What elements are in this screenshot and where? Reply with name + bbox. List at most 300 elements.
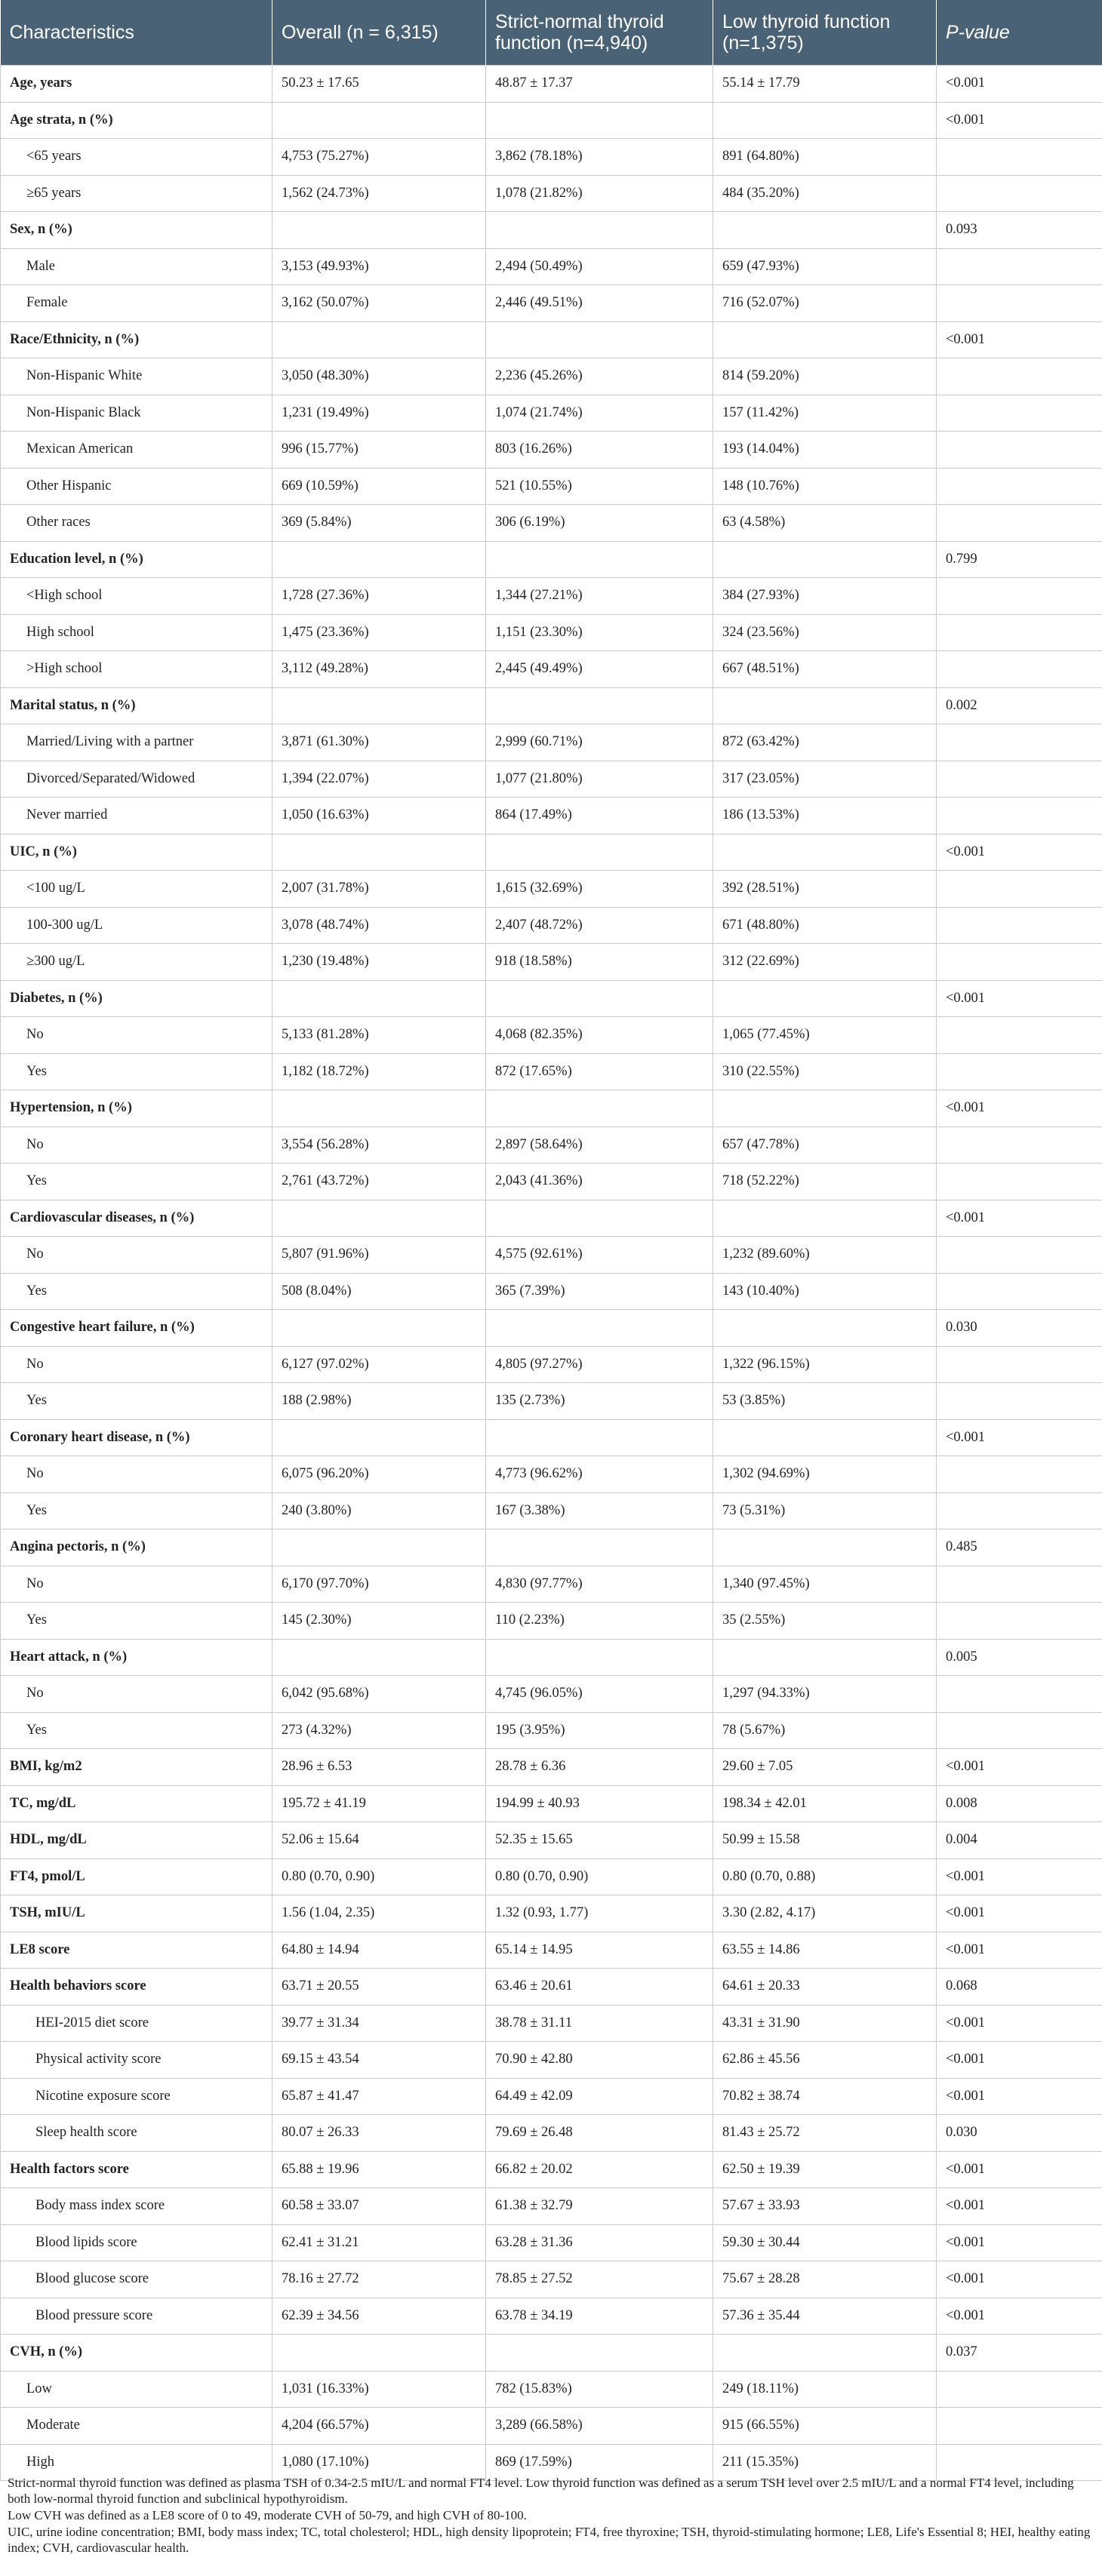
strict-normal-cell xyxy=(486,321,713,358)
overall-cell: 50.23 ± 17.65 xyxy=(272,66,486,103)
p-value-cell xyxy=(937,505,1102,542)
row-label: No xyxy=(1,1676,272,1713)
strict-normal-cell: 782 (15.83%) xyxy=(486,2371,713,2408)
low-thyroid-cell: 64.61 ± 20.33 xyxy=(713,1969,937,2006)
overall-cell: 62.39 ± 34.56 xyxy=(272,2298,486,2335)
p-value-cell xyxy=(937,358,1102,395)
p-value-cell xyxy=(937,1712,1102,1749)
low-thyroid-cell: 657 (47.78%) xyxy=(713,1127,937,1164)
low-thyroid-cell xyxy=(713,1200,937,1237)
strict-normal-cell: 4,068 (82.35%) xyxy=(486,1017,713,1054)
low-thyroid-cell: 63.55 ± 14.86 xyxy=(713,1932,937,1969)
strict-normal-cell: 306 (6.19%) xyxy=(486,505,713,542)
strict-normal-cell xyxy=(486,1200,713,1237)
p-value-cell: <0.001 xyxy=(937,66,1102,103)
row-label: Other races xyxy=(1,505,272,542)
low-thyroid-cell xyxy=(713,1639,937,1676)
table-row xyxy=(1,1419,1102,1456)
p-value-cell xyxy=(937,1566,1102,1603)
strict-normal-cell: 1,078 (21.82%) xyxy=(486,175,713,212)
overall-cell: 64.80 ± 14.94 xyxy=(272,1932,486,1969)
table-row xyxy=(1,2371,1102,2408)
overall-cell xyxy=(272,834,486,871)
p-value-cell xyxy=(937,432,1102,469)
table-row xyxy=(1,1200,1102,1237)
overall-cell: 63.71 ± 20.55 xyxy=(272,1969,486,2006)
low-thyroid-cell: 0.80 (0.70, 0.88) xyxy=(713,1858,937,1895)
table-row xyxy=(1,1017,1102,1054)
strict-normal-cell: 63.78 ± 34.19 xyxy=(486,2298,713,2335)
overall-cell: 1,050 (16.63%) xyxy=(272,798,486,835)
row-label: Coronary heart disease, n (%) xyxy=(1,1419,272,1456)
p-value-label: P-value xyxy=(946,22,1010,43)
table-row xyxy=(1,1932,1102,1969)
overall-cell: 4,753 (75.27%) xyxy=(272,139,486,176)
row-label: Yes xyxy=(1,1383,272,1420)
row-label: Moderate xyxy=(1,2408,272,2445)
strict-normal-cell: 79.69 ± 26.48 xyxy=(486,2115,713,2152)
strict-normal-cell: 70.90 ± 42.80 xyxy=(486,2042,713,2079)
overall-cell: 3,078 (48.74%) xyxy=(272,907,486,944)
row-label: Other Hispanic xyxy=(1,468,272,505)
table-header-row xyxy=(1,0,1102,66)
row-label: Health factors score xyxy=(1,2151,272,2188)
table-row xyxy=(1,1639,1102,1676)
row-label: High xyxy=(1,2444,272,2481)
table-row xyxy=(1,798,1102,835)
low-thyroid-cell xyxy=(713,834,937,871)
strict-normal-cell: 167 (3.38%) xyxy=(486,1492,713,1529)
table-row xyxy=(1,980,1102,1017)
low-thyroid-cell: 198.34 ± 42.01 xyxy=(713,1785,937,1822)
strict-normal-cell: 63.28 ± 31.36 xyxy=(486,2224,713,2261)
table-footnotes xyxy=(8,2475,1094,2556)
overall-cell: 52.06 ± 15.64 xyxy=(272,1822,486,1859)
table-row xyxy=(1,1749,1102,1786)
row-label: ≥65 years xyxy=(1,175,272,212)
p-value-cell xyxy=(937,139,1102,176)
strict-normal-cell: 194.99 ± 40.93 xyxy=(486,1785,713,1822)
p-value-cell xyxy=(937,1273,1102,1310)
row-label: Hypertension, n (%) xyxy=(1,1090,272,1127)
row-label: <65 years xyxy=(1,139,272,176)
low-thyroid-cell: 35 (2.55%) xyxy=(713,1603,937,1640)
row-label: Nicotine exposure score xyxy=(1,2078,272,2115)
table-row xyxy=(1,212,1102,249)
table-row xyxy=(1,2005,1102,2042)
p-value-cell: <0.001 xyxy=(937,2042,1102,2079)
overall-cell: 240 (3.80%) xyxy=(272,1492,486,1529)
row-label: Blood glucose score xyxy=(1,2261,272,2298)
low-thyroid-cell: 78 (5.67%) xyxy=(713,1712,937,1749)
column-header-overall: Overall (n = 6,315) xyxy=(272,0,486,66)
row-label: 100-300 ug/L xyxy=(1,907,272,944)
row-label: Congestive heart failure, n (%) xyxy=(1,1310,272,1347)
strict-normal-cell: 2,445 (49.49%) xyxy=(486,651,713,688)
p-value-cell xyxy=(937,651,1102,688)
table-row xyxy=(1,1492,1102,1529)
low-thyroid-cell: 249 (18.11%) xyxy=(713,2371,937,2408)
row-label: Female xyxy=(1,285,272,322)
p-value-cell: 0.004 xyxy=(937,1822,1102,1859)
p-value-cell: <0.001 xyxy=(937,2078,1102,2115)
column-header-p-value xyxy=(937,0,1102,66)
p-value-cell: <0.001 xyxy=(937,1090,1102,1127)
strict-normal-cell: 2,407 (48.72%) xyxy=(486,907,713,944)
table-row xyxy=(1,1053,1102,1090)
p-value-cell: <0.001 xyxy=(937,321,1102,358)
strict-normal-cell: 2,236 (45.26%) xyxy=(486,358,713,395)
overall-cell xyxy=(272,1639,486,1676)
strict-normal-cell xyxy=(486,541,713,578)
row-label: Divorced/Separated/Widowed xyxy=(1,761,272,798)
p-value-cell xyxy=(937,798,1102,835)
overall-cell: 1,230 (19.48%) xyxy=(272,944,486,981)
overall-cell: 3,153 (49.93%) xyxy=(272,248,486,285)
strict-normal-cell: 803 (16.26%) xyxy=(486,432,713,469)
table-row xyxy=(1,687,1102,724)
row-label: No xyxy=(1,1127,272,1164)
overall-cell: 1.56 (1.04, 2.35) xyxy=(272,1895,486,1932)
p-value-cell xyxy=(937,578,1102,615)
table-row xyxy=(1,1273,1102,1310)
low-thyroid-cell xyxy=(713,1529,937,1566)
overall-cell xyxy=(272,687,486,724)
table-row xyxy=(1,175,1102,212)
low-thyroid-cell xyxy=(713,1310,937,1347)
strict-normal-cell xyxy=(486,2335,713,2372)
strict-normal-cell: 4,575 (92.61%) xyxy=(486,1237,713,1274)
strict-normal-cell xyxy=(486,1529,713,1566)
row-label: Education level, n (%) xyxy=(1,541,272,578)
row-label: No xyxy=(1,1346,272,1383)
strict-normal-cell: 63.46 ± 20.61 xyxy=(486,1969,713,2006)
p-value-cell: <0.001 xyxy=(937,834,1102,871)
table-row xyxy=(1,2408,1102,2445)
table-row xyxy=(1,2078,1102,2115)
row-label: Angina pectoris, n (%) xyxy=(1,1529,272,1566)
overall-cell xyxy=(272,2335,486,2372)
strict-normal-cell: 918 (18.58%) xyxy=(486,944,713,981)
p-value-cell xyxy=(937,1017,1102,1054)
table-row xyxy=(1,66,1102,103)
strict-normal-cell: 1,151 (23.30%) xyxy=(486,614,713,651)
p-value-cell: <0.001 xyxy=(937,1858,1102,1895)
overall-cell: 1,475 (23.36%) xyxy=(272,614,486,651)
low-thyroid-cell: 193 (14.04%) xyxy=(713,432,937,469)
table-row xyxy=(1,102,1102,139)
p-value-cell: <0.001 xyxy=(937,1895,1102,1932)
overall-cell: 1,231 (19.49%) xyxy=(272,395,486,432)
row-label: UIC, n (%) xyxy=(1,834,272,871)
row-label: HDL, mg/dL xyxy=(1,1822,272,1859)
low-thyroid-cell: 29.60 ± 7.05 xyxy=(713,1749,937,1786)
table-row xyxy=(1,395,1102,432)
strict-normal-cell: 872 (17.65%) xyxy=(486,1053,713,1090)
row-label: <100 ug/L xyxy=(1,871,272,908)
p-value-cell: <0.001 xyxy=(937,1200,1102,1237)
strict-normal-cell xyxy=(486,980,713,1017)
low-thyroid-cell: 814 (59.20%) xyxy=(713,358,937,395)
row-label: Yes xyxy=(1,1712,272,1749)
low-thyroid-cell xyxy=(713,1419,937,1456)
row-label: TSH, mIU/L xyxy=(1,1895,272,1932)
strict-normal-cell: 135 (2.73%) xyxy=(486,1383,713,1420)
strict-normal-cell xyxy=(486,102,713,139)
p-value-cell: 0.030 xyxy=(937,1310,1102,1347)
low-thyroid-cell: 73 (5.31%) xyxy=(713,1492,937,1529)
p-value-cell: 0.485 xyxy=(937,1529,1102,1566)
overall-cell xyxy=(272,212,486,249)
low-thyroid-cell: 3.30 (2.82, 4.17) xyxy=(713,1895,937,1932)
strict-normal-cell: 3,862 (78.18%) xyxy=(486,139,713,176)
footnote-definition: Strict-normal thyroid function was defined as plasma TSH of 0.34-2.5 mIU/L and normal FT4 level. Low thyroid function was defined as a serum TSH level over 2.5 mIU/L and a normal FT4 level, including both low-normal thyroid function and subclinical hypothyroidism. xyxy=(8,2476,1074,2506)
row-label: Male xyxy=(1,248,272,285)
p-value-cell xyxy=(937,944,1102,981)
p-value-cell: <0.001 xyxy=(937,2151,1102,2188)
table-row xyxy=(1,2261,1102,2298)
table-row xyxy=(1,1566,1102,1603)
row-label: Age, years xyxy=(1,66,272,103)
low-thyroid-cell: 1,340 (97.45%) xyxy=(713,1566,937,1603)
p-value-cell: <0.001 xyxy=(937,2298,1102,2335)
table-row xyxy=(1,834,1102,871)
overall-cell: 1,728 (27.36%) xyxy=(272,578,486,615)
low-thyroid-cell: 59.30 ± 30.44 xyxy=(713,2224,937,2261)
overall-cell: 1,182 (18.72%) xyxy=(272,1053,486,1090)
strict-normal-cell: 61.38 ± 32.79 xyxy=(486,2188,713,2225)
p-value-cell xyxy=(937,1346,1102,1383)
table-row xyxy=(1,2188,1102,2225)
row-label: Health behaviors score xyxy=(1,1969,272,2006)
overall-cell: 3,871 (61.30%) xyxy=(272,724,486,761)
overall-cell: 1,080 (17.10%) xyxy=(272,2444,486,2481)
table-row xyxy=(1,907,1102,944)
strict-normal-cell xyxy=(486,1090,713,1127)
row-label: Physical activity score xyxy=(1,2042,272,2079)
strict-normal-cell: 195 (3.95%) xyxy=(486,1712,713,1749)
low-thyroid-cell: 872 (63.42%) xyxy=(713,724,937,761)
overall-cell: 6,127 (97.02%) xyxy=(272,1346,486,1383)
strict-normal-cell: 52.35 ± 15.65 xyxy=(486,1822,713,1859)
row-label: CVH, n (%) xyxy=(1,2335,272,2372)
strict-normal-cell: 3,289 (66.58%) xyxy=(486,2408,713,2445)
p-value-cell xyxy=(937,1676,1102,1713)
table-row xyxy=(1,248,1102,285)
low-thyroid-cell: 211 (15.35%) xyxy=(713,2444,937,2481)
overall-cell: 0.80 (0.70, 0.90) xyxy=(272,1858,486,1895)
strict-normal-cell: 1,074 (21.74%) xyxy=(486,395,713,432)
table-body xyxy=(1,66,1102,2481)
table-row xyxy=(1,1676,1102,1713)
table-row xyxy=(1,1712,1102,1749)
table-row xyxy=(1,1164,1102,1200)
p-value-cell: 0.799 xyxy=(937,541,1102,578)
table-row xyxy=(1,1310,1102,1347)
p-value-cell xyxy=(937,468,1102,505)
p-value-cell xyxy=(937,1164,1102,1200)
row-label: Yes xyxy=(1,1273,272,1310)
table-row xyxy=(1,432,1102,469)
low-thyroid-cell: 50.99 ± 15.58 xyxy=(713,1822,937,1859)
strict-normal-cell: 521 (10.55%) xyxy=(486,468,713,505)
p-value-cell: <0.001 xyxy=(937,1932,1102,1969)
overall-cell: 3,112 (49.28%) xyxy=(272,651,486,688)
overall-cell: 3,162 (50.07%) xyxy=(272,285,486,322)
table-row xyxy=(1,139,1102,176)
overall-cell: 6,170 (97.70%) xyxy=(272,1566,486,1603)
low-thyroid-cell: 667 (48.51%) xyxy=(713,651,937,688)
table-row xyxy=(1,1383,1102,1420)
overall-cell: 39.77 ± 31.34 xyxy=(272,2005,486,2042)
p-value-cell xyxy=(937,1127,1102,1164)
row-label: Marital status, n (%) xyxy=(1,687,272,724)
low-thyroid-cell xyxy=(713,980,937,1017)
p-value-cell xyxy=(937,2408,1102,2445)
p-value-cell xyxy=(937,1456,1102,1493)
table-row xyxy=(1,505,1102,542)
p-value-cell xyxy=(937,907,1102,944)
row-label: Never married xyxy=(1,798,272,835)
overall-cell xyxy=(272,980,486,1017)
table-row xyxy=(1,1785,1102,1822)
low-thyroid-cell xyxy=(713,2335,937,2372)
row-label: Married/Living with a partner xyxy=(1,724,272,761)
low-thyroid-cell: 57.36 ± 35.44 xyxy=(713,2298,937,2335)
overall-cell xyxy=(272,321,486,358)
row-label: Yes xyxy=(1,1053,272,1090)
p-value-cell: <0.001 xyxy=(937,1749,1102,1786)
column-header-characteristics: Characteristics xyxy=(1,0,272,66)
p-value-cell: 0.005 xyxy=(937,1639,1102,1676)
p-value-cell xyxy=(937,2371,1102,2408)
low-thyroid-cell: 53 (3.85%) xyxy=(713,1383,937,1420)
p-value-cell xyxy=(937,1383,1102,1420)
row-label: Sleep health score xyxy=(1,2115,272,2152)
row-label: Yes xyxy=(1,1603,272,1640)
strict-normal-cell: 64.49 ± 42.09 xyxy=(486,2078,713,2115)
overall-cell: 65.87 ± 41.47 xyxy=(272,2078,486,2115)
table-row xyxy=(1,468,1102,505)
strict-normal-cell: 2,999 (60.71%) xyxy=(486,724,713,761)
strict-normal-cell xyxy=(486,834,713,871)
low-thyroid-cell xyxy=(713,212,937,249)
footnote-abbreviations: UIC, urine iodine concentration; BMI, body mass index; TC, total cholesterol; HDL, high density lipoprotein; FT4, free thyroxine; TSH, thyroid-stimulating hormone; LE8, Life's Essential 8; HEI, healthy eating index; CVH, cardiovascular health. xyxy=(8,2525,1091,2555)
p-value-cell xyxy=(937,614,1102,651)
table-row xyxy=(1,1822,1102,1859)
table-row xyxy=(1,614,1102,651)
strict-normal-cell: 0.80 (0.70, 0.90) xyxy=(486,1858,713,1895)
low-thyroid-cell xyxy=(713,1090,937,1127)
row-label: Cardiovascular diseases, n (%) xyxy=(1,1200,272,1237)
p-value-cell xyxy=(937,395,1102,432)
strict-normal-cell: 4,773 (96.62%) xyxy=(486,1456,713,1493)
p-value-cell xyxy=(937,1492,1102,1529)
row-label: FT4, pmol/L xyxy=(1,1858,272,1895)
p-value-cell: <0.001 xyxy=(937,1419,1102,1456)
row-label: No xyxy=(1,1456,272,1493)
strict-normal-cell: 2,446 (49.51%) xyxy=(486,285,713,322)
table-row xyxy=(1,321,1102,358)
row-label: Diabetes, n (%) xyxy=(1,980,272,1017)
table-row xyxy=(1,2151,1102,2188)
table-row xyxy=(1,761,1102,798)
table-row xyxy=(1,724,1102,761)
table-row xyxy=(1,2115,1102,2152)
p-value-cell xyxy=(937,724,1102,761)
low-thyroid-cell: 1,232 (89.60%) xyxy=(713,1237,937,1274)
row-label: Yes xyxy=(1,1492,272,1529)
low-thyroid-cell: 143 (10.40%) xyxy=(713,1273,937,1310)
overall-cell xyxy=(272,1419,486,1456)
low-thyroid-cell: 62.50 ± 19.39 xyxy=(713,2151,937,2188)
overall-cell: 65.88 ± 19.96 xyxy=(272,2151,486,2188)
row-label: Race/Ethnicity, n (%) xyxy=(1,321,272,358)
low-thyroid-cell: 62.86 ± 45.56 xyxy=(713,2042,937,2079)
p-value-cell: 0.002 xyxy=(937,687,1102,724)
table-row xyxy=(1,1858,1102,1895)
overall-cell: 1,394 (22.07%) xyxy=(272,761,486,798)
p-value-cell xyxy=(937,248,1102,285)
low-thyroid-cell: 671 (48.80%) xyxy=(713,907,937,944)
table-row xyxy=(1,871,1102,908)
overall-cell: 78.16 ± 27.72 xyxy=(272,2261,486,2298)
low-thyroid-cell: 718 (52.22%) xyxy=(713,1164,937,1200)
row-label: Heart attack, n (%) xyxy=(1,1639,272,1676)
p-value-cell xyxy=(937,1237,1102,1274)
low-thyroid-cell: 148 (10.76%) xyxy=(713,468,937,505)
low-thyroid-cell: 317 (23.05%) xyxy=(713,761,937,798)
low-thyroid-cell xyxy=(713,102,937,139)
p-value-cell xyxy=(937,285,1102,322)
low-thyroid-cell: 63 (4.58%) xyxy=(713,505,937,542)
overall-cell: 6,042 (95.68%) xyxy=(272,1676,486,1713)
row-label: TC, mg/dL xyxy=(1,1785,272,1822)
table-row xyxy=(1,1529,1102,1566)
p-value-cell xyxy=(937,1603,1102,1640)
overall-cell: 669 (10.59%) xyxy=(272,468,486,505)
strict-normal-cell: 4,830 (97.77%) xyxy=(486,1566,713,1603)
strict-normal-cell: 78.85 ± 27.52 xyxy=(486,2261,713,2298)
p-value-cell xyxy=(937,871,1102,908)
overall-cell xyxy=(272,541,486,578)
column-header-strict-normal: Strict-normal thyroid function (n=4,940) xyxy=(486,0,713,66)
p-value-cell: <0.001 xyxy=(937,2188,1102,2225)
low-thyroid-cell: 1,065 (77.45%) xyxy=(713,1017,937,1054)
strict-normal-cell xyxy=(486,1639,713,1676)
strict-normal-cell xyxy=(486,687,713,724)
row-label: No xyxy=(1,1566,272,1603)
low-thyroid-cell: 57.67 ± 33.93 xyxy=(713,2188,937,2225)
overall-cell: 4,204 (66.57%) xyxy=(272,2408,486,2445)
low-thyroid-cell: 484 (35.20%) xyxy=(713,175,937,212)
strict-normal-cell: 110 (2.23%) xyxy=(486,1603,713,1640)
strict-normal-cell: 869 (17.59%) xyxy=(486,2444,713,2481)
row-label: Low xyxy=(1,2371,272,2408)
overall-cell: 2,761 (43.72%) xyxy=(272,1164,486,1200)
overall-cell xyxy=(272,1200,486,1237)
low-thyroid-cell: 70.82 ± 38.74 xyxy=(713,2078,937,2115)
overall-cell: 195.72 ± 41.19 xyxy=(272,1785,486,1822)
strict-normal-cell: 2,494 (50.49%) xyxy=(486,248,713,285)
overall-cell xyxy=(272,1090,486,1127)
table-row xyxy=(1,651,1102,688)
table-row xyxy=(1,285,1102,322)
low-thyroid-cell xyxy=(713,541,937,578)
strict-normal-cell: 365 (7.39%) xyxy=(486,1273,713,1310)
overall-cell: 188 (2.98%) xyxy=(272,1383,486,1420)
overall-cell: 2,007 (31.78%) xyxy=(272,871,486,908)
